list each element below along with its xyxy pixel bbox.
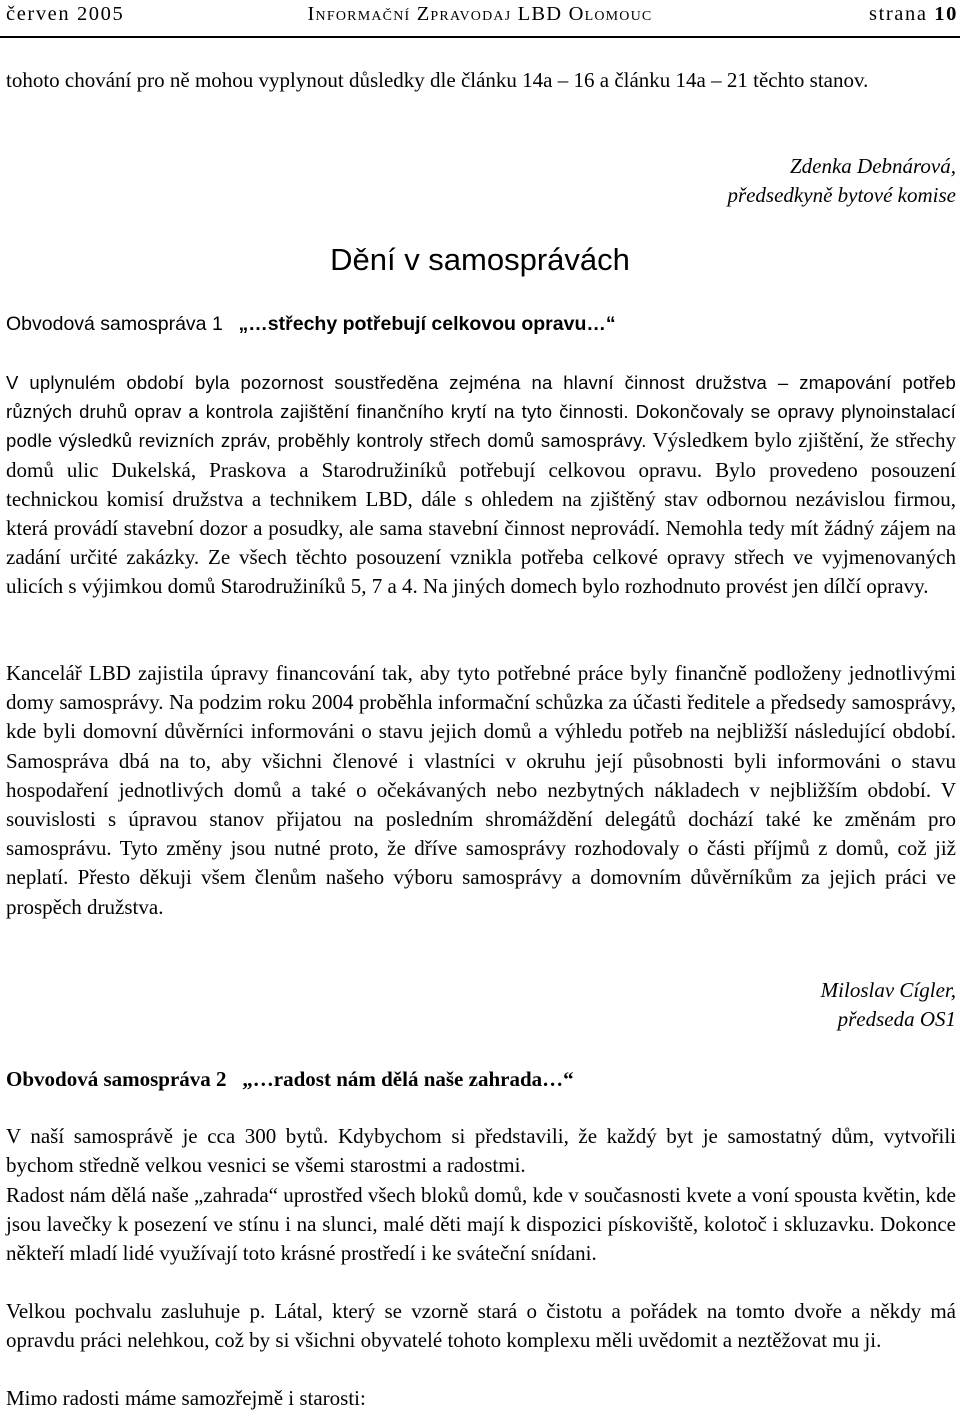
section1-body — [6, 368, 956, 602]
signature-name: Zdenka Debnárová, — [789, 154, 956, 178]
subsection-title-1 — [6, 308, 616, 339]
signature-role: předseda OS1 — [837, 1007, 956, 1031]
intro-paragraph: tohoto chování pro ně mohou vyplynout důsledky dle článku 14a – 16 a článku 14a – 21 těchto stanov. — [6, 68, 869, 92]
subsection-name: Obvodová samospráva 2 — [6, 1067, 227, 1091]
signature-block-2 — [536, 976, 956, 1034]
section1-paragraph-2: Kancelář LBD zajistila úpravy financování tak, aby tyto potřebné práce byly finančně podloženy jednotlivými domy samosprávy. Na podzim roku 2004 proběhla informační schůzka za účasti ředitele a předsedy samosprávy, kde byli domovní důvěrníci informováni o stavu jejich domů a výhledu potřeb na nejbližší následující období. Samospráva dbá na to, aby všichni členové i vlastníci v okruhu její působnosti byli informováni o stavu hospodaření jednotlivých domů a také o očekávaných nebo nezbytných nákladech v nejbližším období. V souvislosti s úpravou stanov přijatou na posledním shromáždění delegátů dochází také ke změnám pro samosprávu. Tyto změny jsou nutné proto, že dříve samosprávy rozhodovaly o části příjmů z domů, což již neplatí. Přesto děkuji všem členům našeho výboru samosprávy a domovním důvěrníkům za jejich práci ve prospěch družstva. — [6, 661, 956, 919]
subsection-quote: „…střechy potřebují celkovou opravu…“ — [238, 313, 616, 335]
section2-paragraph-4: Mimo radosti máme samozřejmě i starosti: — [6, 1386, 366, 1410]
signature-role: předsedkyně bytové komise — [727, 183, 956, 207]
page-indicator — [869, 0, 958, 28]
section2-paragraph-3: Velkou pochvalu zasluhuje p. Látal, který se vzorně stará o čistotu a pořádek na tomto dvoře a někdy má opravdu práci nelehkou, což by si všichni obyvatelé tohoto komplexu měli uvědomit a neztěžovat mu ji. — [6, 1299, 956, 1353]
section-heading: Dění v samosprávách — [330, 242, 630, 277]
signature-name: Miloslav Cígler, — [820, 978, 956, 1002]
section2-paragraph-1: V naší samosprávě je cca 300 bytů. Kdybychom si představili, že každý byt je samostatný dům, vytvořili bychom středně velkou vesnici se všemi starostmi a radostmi. — [6, 1124, 956, 1178]
signature-block-1 — [536, 152, 956, 210]
subsection-title-2 — [6, 1064, 574, 1094]
page-number: 10 — [934, 3, 958, 25]
paragraph: V uplynulém období byla pozornost soustředěna zejména na hlavní činnost družstva – zmapování potřeb různých druhů oprav a kontrola zajištění finančního krytí na tyto činnosti. Dokončovaly se opravy plynoinstalací podle výsledků revizních zpráv, proběhly kontroly střech domů samosprávy. — [6, 372, 956, 452]
page-header — [0, 0, 960, 38]
paragraph: Výsledkem bylo zjištění, že střechy domů ulic Dukelská, Praskova a Starodružiníků potřebují celkovou opravu. Bylo provedeno posouzení technickou komisí družstva a technikem LBD, dále s ohledem na zjištěný stav odbornou nezávislou firmou, která provádí stavební dozor a posudky, ale sama stavební činnost neprovádí. Nemohla tedy mít žádný zájem na zadání určité zakázky. Ze všech těchto posouzení vznikla potřeba celkové opravy střech ve vyjmenovaných ulicích s výjimkou domů Starodružiníků 5, 7 a 4. Na jiných domech bylo rozhodnuto provést jen dílčí opravy. — [6, 428, 956, 599]
subsection-name: Obvodová samospráva 1 — [6, 313, 223, 335]
newsletter-title: Informační Zpravodaj LBD Olomouc — [307, 3, 653, 25]
page-label: strana — [869, 3, 928, 25]
subsection-quote: „…radost nám dělá naše zahrada…“ — [242, 1067, 574, 1091]
section2-paragraph-2: Radost nám dělá naše „zahrada“ uprostřed všech bloků domů, kde v současnosti kvete a voní spousta květin, kde jsou lavečky k posezení ve stínu i na slunci, malé děti mají k dispozici pískoviště, kolotoč i skluzavku. Dokonce někteří mladí lidé využívají toto krásné prostředí i ke sváteční snídani. — [6, 1183, 956, 1266]
issue-date: červen 2005 — [6, 3, 125, 25]
